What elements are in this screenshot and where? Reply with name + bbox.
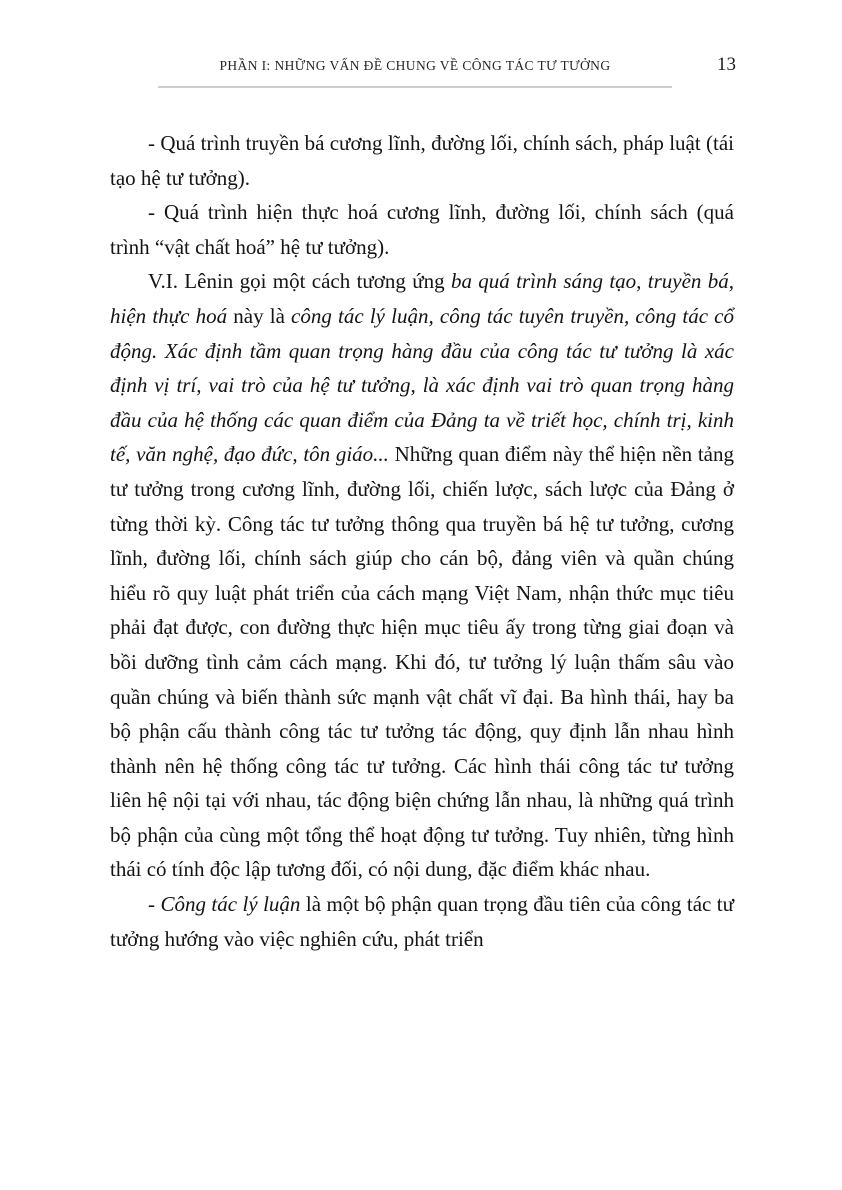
text-run: V.I. Lênin gọi một cách tương ứng (148, 269, 451, 294)
text-block (110, 126, 734, 956)
text-run: Những quan điểm này thể hiện nền tảng tư tưởng trong cương lĩnh, đường lối, chiến lược, sách lược của Đảng ở từng thời kỳ. Công tác tư tưởng thông qua truyền bá hệ tư tưởng, cương lĩnh, đường lối, chính sách giúp cho cán bộ, đảng viên và quần chúng hiểu rõ quy luật phát triển của cách mạng Việt Nam, nhận thức mục tiêu phải đạt được, con đường thực hiện mục tiêu ấy trong từng giai đoạn và bồi dưỡng tình cảm cách mạng. Khi đó, tư tưởng lý luận thấm sâu vào quần chúng và biến thành sức mạnh vật chất vĩ đại. Ba hình thái, hay ba bộ phận cấu thành công tác tư tưởng tác động, quy định lẫn nhau hình thành nên hệ thống công tác tư tưởng. Các hình thái công tác tư tưởng liên hệ nội tại với nhau, tác động biện chứng lẫn nhau, là những quá trình bộ phận của cùng một tổng thể hoạt động tư tưởng. Tuy nhiên, từng hình thái có tính độc lập tương đối, có nội dung, đặc điểm khác nhau. (110, 442, 734, 882)
page-number: 13 (717, 54, 736, 75)
text-run: - Quá trình truyền bá cương lĩnh, đường lối, chính sách, pháp luật (tái tạo hệ tư tưởng). (110, 131, 734, 190)
paragraph (110, 195, 734, 264)
running-head: PHẦN I: NHỮNG VẤN ĐỀ CHUNG VỀ CÔNG TÁC TƯ TƯỞNG (219, 58, 611, 73)
text-run-italic: ba quá trình sáng tạo, truyền bá, hiện thực hoá (110, 269, 734, 328)
text-run: - Quá trình hiện thực hoá cương lĩnh, đường lối, chính sách (quá trình “vật chất hoá” hệ tư tưởng). (110, 200, 734, 259)
header-rule (158, 86, 672, 88)
text-run-italic: công tác lý luận, công tác tuyên truyền, công tác cổ động. Xác định tầm quan trọng hàng đầu của công tác tư tưởng là xác định vị trí, vai trò của hệ tư tưởng, là xác định vai trò quan trọng hàng đầu của hệ thống các quan điểm của Đảng ta về triết học, chính trị, kinh tế, văn nghệ, đạo đức, tôn giáo... (110, 303, 734, 467)
text-run: - (148, 892, 161, 917)
paragraph (110, 126, 734, 195)
text-run-italic: Công tác lý luận (160, 892, 301, 917)
text-run: này là (233, 303, 292, 328)
text-run: là một bộ phận quan trọng đầu tiên của công tác tư tưởng hướng vào việc nghiên cứu, phát triển (110, 892, 734, 951)
paragraph (110, 264, 734, 887)
paragraph (110, 887, 734, 956)
